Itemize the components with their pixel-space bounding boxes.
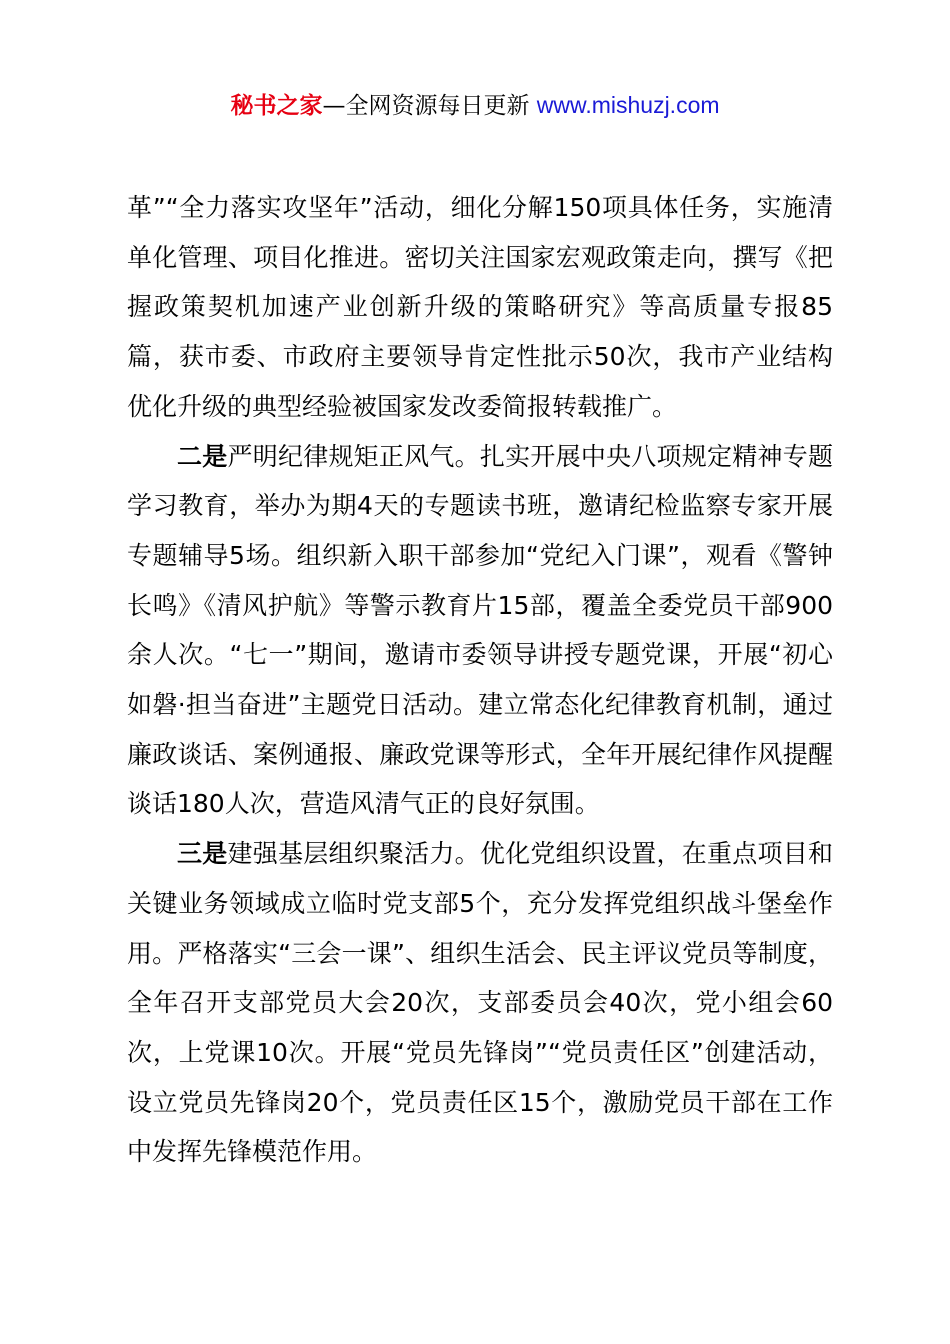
paragraph-organization	[127, 829, 833, 1177]
page-header	[0, 88, 950, 123]
paragraph-discipline	[127, 432, 833, 830]
paragraph-text: 革”“全力落实攻坚年”活动，细化分解150项具体任务，实施清单化管理、项目化推进。密切关注国家宏观政策走向，撰写《把握政策契机加速产业创新升级的策略研究》等高质量专报85篇，获市委、市政府主要领导肯定性批示50次，我市产业结构优化升级的典型经验被国家发改委简报转载推广。	[127, 193, 833, 421]
site-tagline: —全网资源每日更新	[322, 93, 537, 119]
paragraph-lead: 三是	[177, 839, 228, 869]
paragraph-text: 建强基层组织聚活力。优化党组织设置，在重点项目和关键业务领域成立临时党支部5个，充分发挥党组织战斗堡垒作用。严格落实“三会一课”、组织生活会、民主评议党员等制度，全年召开支部党员大会20次，支部委员会40次，党小组会60次，上党课10次。开展“党员先锋岗”“党员责任区”创建活动，设立党员先锋岗20个，党员责任区15个，激励党员干部在工作中发挥先锋模范作用。	[127, 839, 833, 1167]
paragraph-text: 严明纪律规矩正风气。扎实开展中央八项规定精神专题学习教育，举办为期4天的专题读书班，邀请纪检监察专家开展专题辅导5场。组织新入职干部参加“党纪入门课”，观看《警钟长鸣》《清风护航》等警示教育片15部，覆盖全委党员干部900余人次。“七一”期间，邀请市委领导讲授专题党课，开展“初心如磐·担当奋进”主题党日活动。建立常态化纪律教育机制，通过廉政谈话、案例通报、廉政党课等形式，全年开展纪律作风提醒谈话180人次，营造风清气正的良好氛围。	[127, 441, 833, 819]
paragraph-lead: 二是	[177, 441, 228, 471]
paragraph-continued	[127, 183, 833, 432]
site-brand: 秘书之家	[230, 93, 323, 119]
document-body	[127, 183, 833, 1177]
site-url-link[interactable]: www.mishuzj.com	[536, 92, 720, 118]
